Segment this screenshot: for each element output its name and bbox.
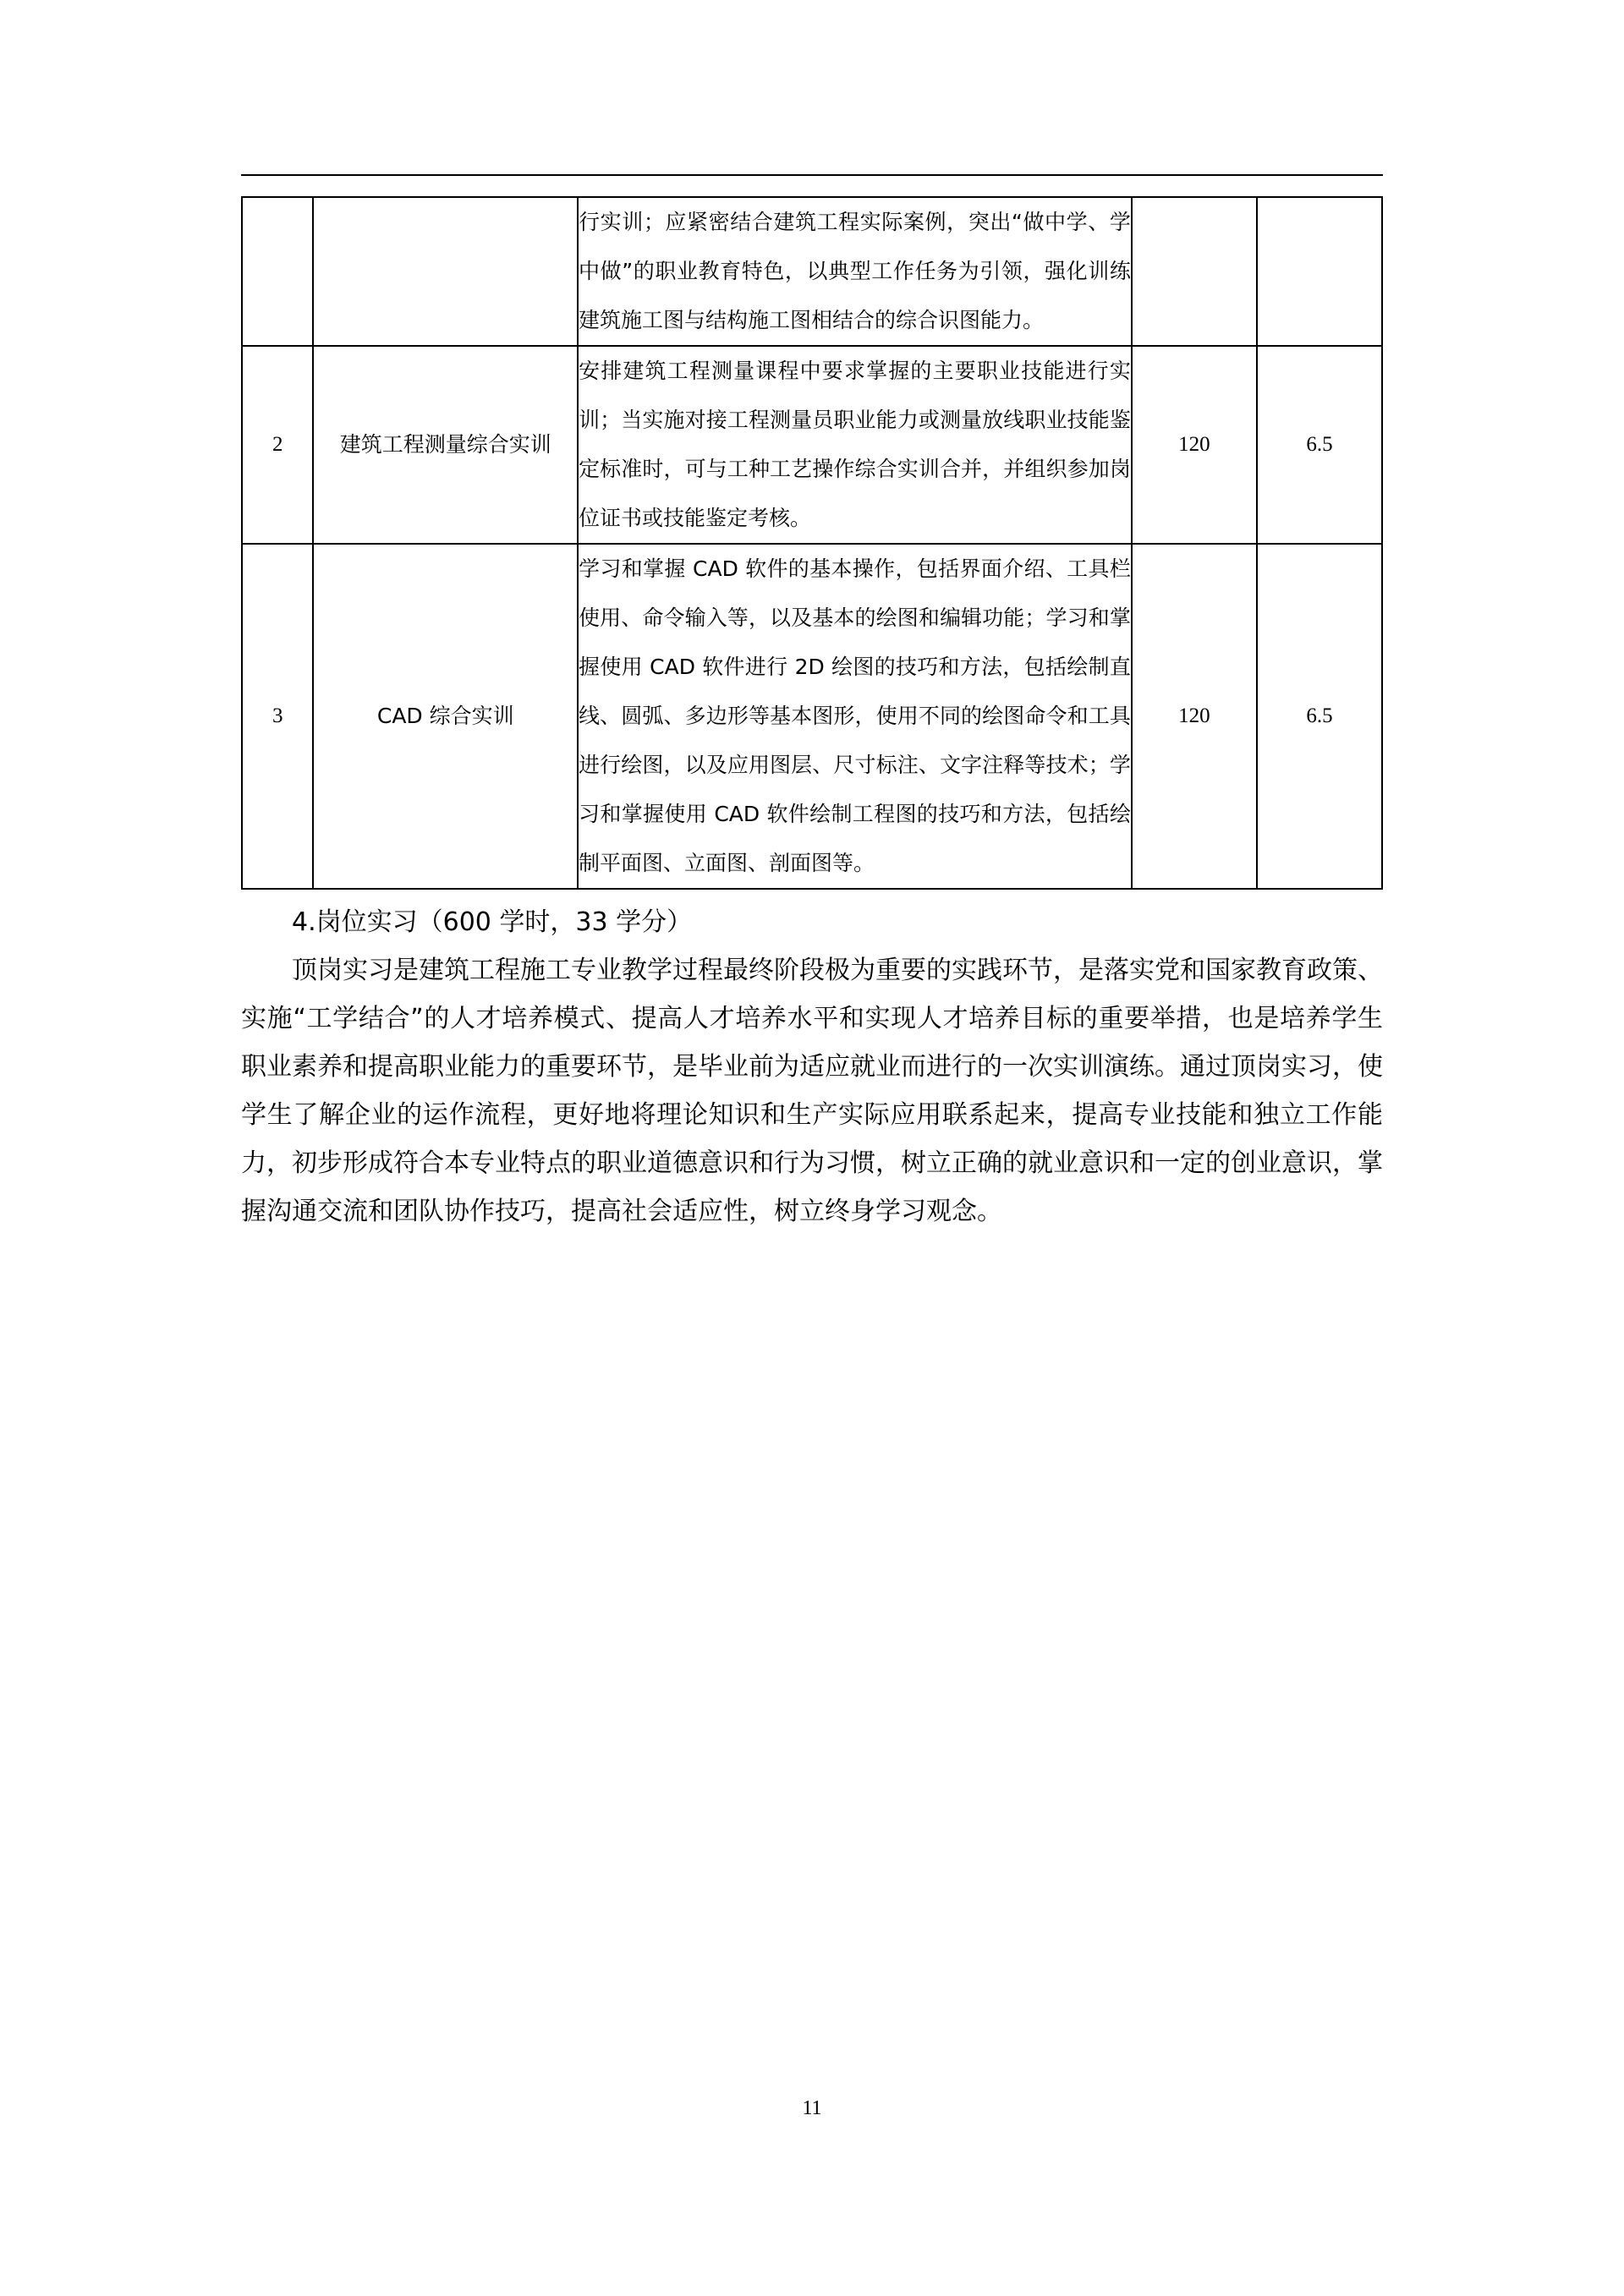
page-number: 11 bbox=[802, 2097, 822, 2119]
table-row bbox=[242, 197, 1382, 346]
section-heading: 4.岗位实习（600 学时，33 学分） bbox=[292, 907, 693, 937]
header-rule bbox=[241, 174, 1383, 176]
row-number: 3 bbox=[242, 544, 313, 889]
row-number bbox=[242, 197, 313, 346]
row-description: 安排建筑工程测量课程中要求掌握的主要职业技能进行实训；当实施对接工程测量员职业能力或测量放线职业技能鉴定标准时，可与工种工艺操作综合实训合并，并组织参加岗位证书或技能鉴定考核。 bbox=[578, 346, 1132, 544]
page-content bbox=[241, 196, 1383, 1236]
section-body-paragraph: 顶岗实习是建筑工程施工专业教学过程最终阶段极为重要的实践环节，是落实党和国家教育政策、实施“工学结合”的人才培养模式、提高人才培养水平和实现人才培养目标的重要举措，也是培养学生职业素养和提高职业能力的重要环节，是毕业前为适应就业而进行的一次实训演练。通过顶岗实习，使学生了解企业的运作流程，更好地将理论知识和生产实际应用联系起来，提高专业技能和独立工作能力，初步形成符合本专业特点的职业道德意识和行为习惯，树立正确的就业意识和一定的创业意识，掌握沟通交流和团队协作技巧，提高社会适应性，树立终身学习观念。 bbox=[241, 956, 1383, 1226]
row-course-name: 建筑工程测量综合实训 bbox=[313, 346, 578, 544]
row-description: 行实训；应紧密结合建筑工程实际案例，突出“做中学、学中做”的职业教育特色，以典型工作任务为引领，强化训练建筑施工图与结构施工图相结合的综合识图能力。 bbox=[578, 197, 1132, 346]
row-hours: 120 bbox=[1132, 346, 1257, 544]
row-credit: 6.5 bbox=[1257, 544, 1382, 889]
row-description: 学习和掌握 CAD 软件的基本操作，包括界面介绍、工具栏使用、命令输入等，以及基本的绘图和编辑功能；学习和掌握使用 CAD 软件进行 2D 绘图的技巧和方法，包括绘制直线、圆弧、多边形等基本图形，使用不同的绘图命令和工具进行绘图，以及应用图层、尺寸标注、文字注释等技术；学习和掌握使用 CAD 软件绘制工程图的技巧和方法，包括绘制平面图、立面图、剖面图等。 bbox=[578, 544, 1132, 889]
row-hours bbox=[1132, 197, 1257, 346]
row-credit bbox=[1257, 197, 1382, 346]
row-number: 2 bbox=[242, 346, 313, 544]
row-course-name: CAD 综合实训 bbox=[313, 544, 578, 889]
row-hours: 120 bbox=[1132, 544, 1257, 889]
table-row bbox=[242, 544, 1382, 889]
row-course-name bbox=[313, 197, 578, 346]
table-row bbox=[242, 346, 1382, 544]
practical-training-table bbox=[241, 196, 1383, 890]
row-credit: 6.5 bbox=[1257, 346, 1382, 544]
